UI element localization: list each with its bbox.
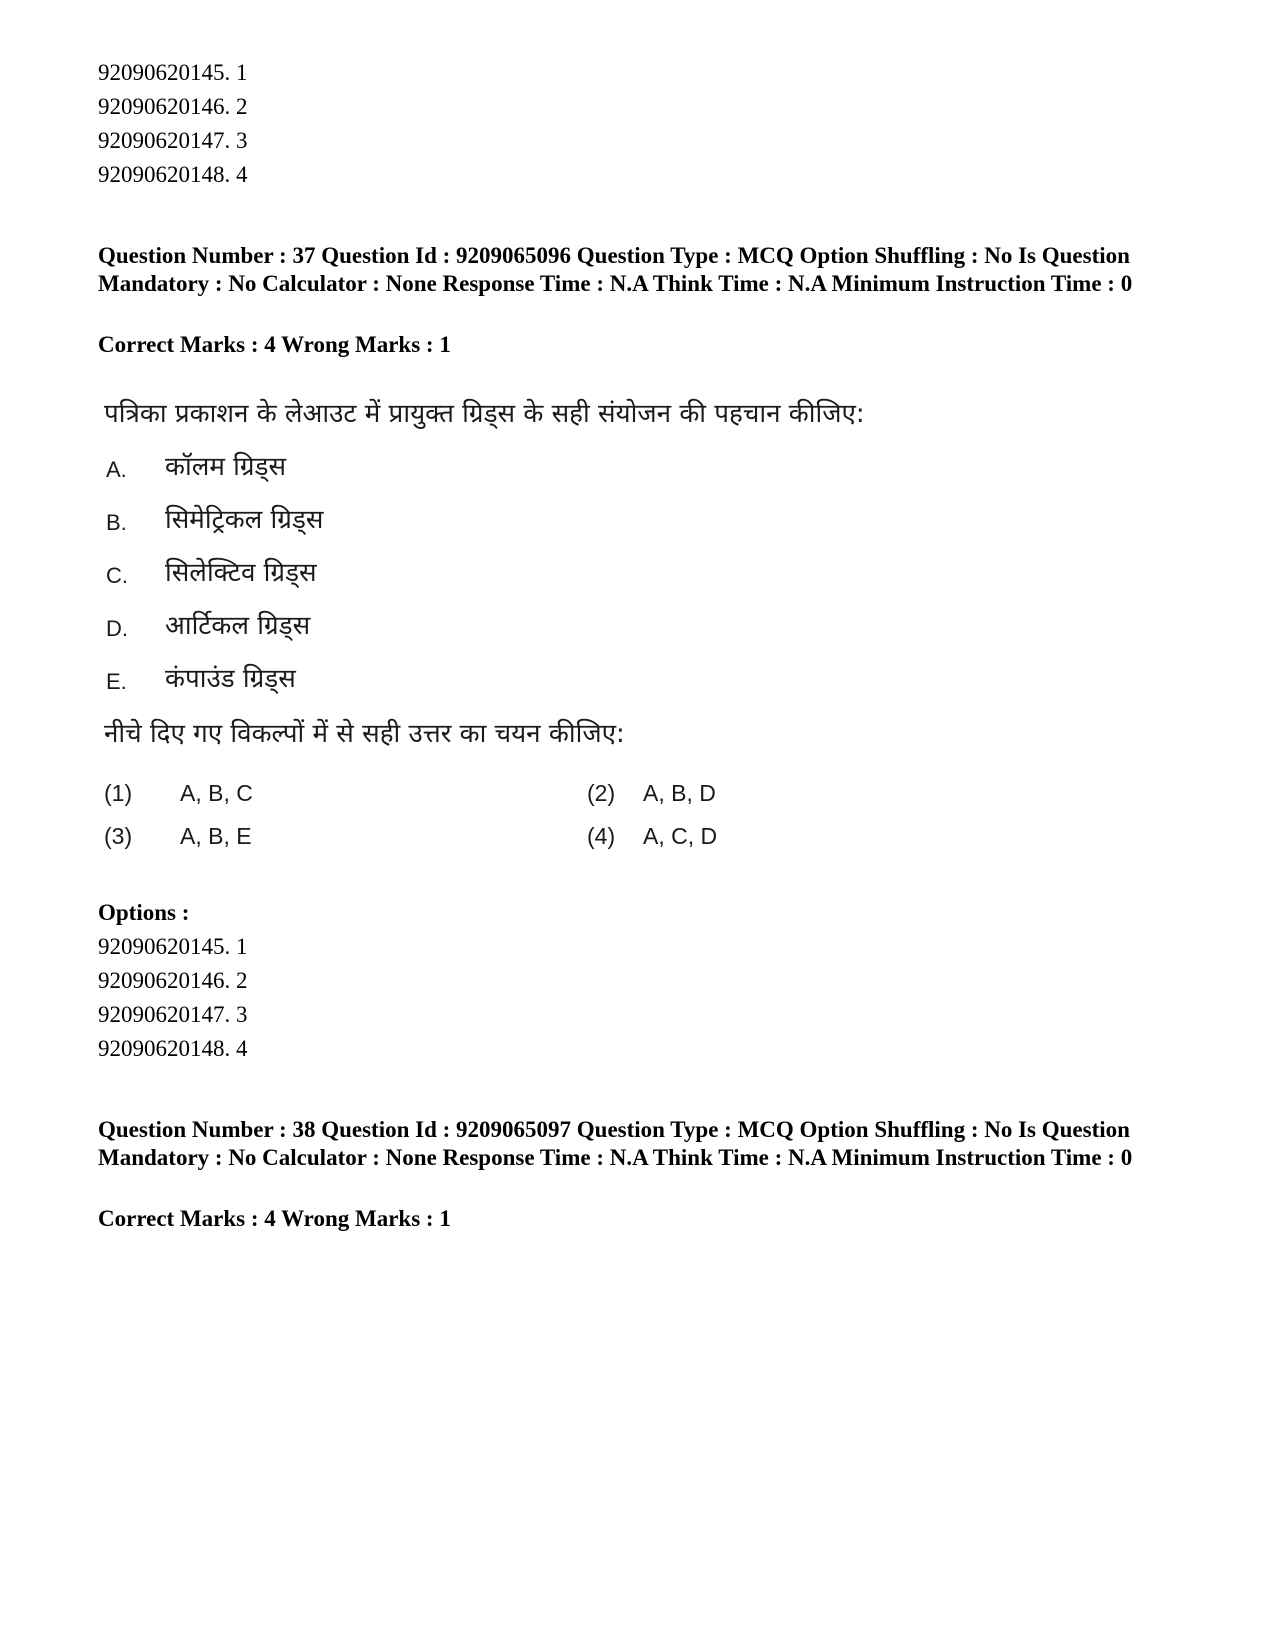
choice-text: A, B, C [180,780,253,806]
option-line: 92090620146. 2 [98,94,248,119]
choice-text: A, B, E [180,823,252,849]
item-letter: B. [106,510,127,535]
item-text: सिमेट्रिकल ग्रिड्स [165,505,324,535]
choice-number: (1) [104,780,133,806]
item-text: आर्टिकल ग्रिड्स [165,611,311,641]
question-meta: Question Number : 38 Question Id : 9209065097 Question Type : MCQ Option Shuffling : No Is Question Mandatory : No Calculator : None Response Time : N.A Think Time : N.A Minimum Instruction Time : 0 [98,1117,1133,1170]
question-instruction: नीचे दिए गए विकल्पों में से सही उत्तर का चयन कीजिए: [104,719,625,749]
item-text: कंपाउंड ग्रिड्स [165,664,296,694]
item-letter: D. [106,616,128,641]
question-marks: Correct Marks : 4 Wrong Marks : 1 [98,332,451,357]
item-letter: C. [106,563,128,588]
item-letter: E. [106,669,127,694]
option-line: 92090620145. 1 [98,60,248,85]
choice-number: (3) [104,823,133,849]
question-stem: पत्रिका प्रकाशन के लेआउट में प्रायुक्त ग्रिड्स के सही संयोजन की पहचान कीजिए: [104,399,865,429]
question-meta: Question Number : 37 Question Id : 9209065096 Question Type : MCQ Option Shuffling : No Is Question Mandatory : No Calculator : None Response Time : N.A Think Time : N.A Minimum Instruction Time : 0 [98,243,1133,296]
item-text: सिलेक्टिव ग्रिड्स [165,558,317,588]
option-line: 92090620145. 1 [98,934,248,959]
item-text: कॉलम ग्रिड्स [165,452,287,482]
option-line: 92090620147. 3 [98,1002,248,1027]
choice-number: (2) [587,780,616,806]
option-line: 92090620148. 4 [98,162,248,187]
option-line: 92090620147. 3 [98,128,248,153]
question-marks: Correct Marks : 4 Wrong Marks : 1 [98,1206,451,1231]
choice-number: (4) [587,823,616,849]
option-line: 92090620146. 2 [98,968,248,993]
options-heading: Options : [98,900,190,925]
choice-text: A, B, D [643,780,716,806]
item-letter: A. [106,457,127,482]
choice-text: A, C, D [643,823,718,849]
option-line: 92090620148. 4 [98,1036,248,1061]
